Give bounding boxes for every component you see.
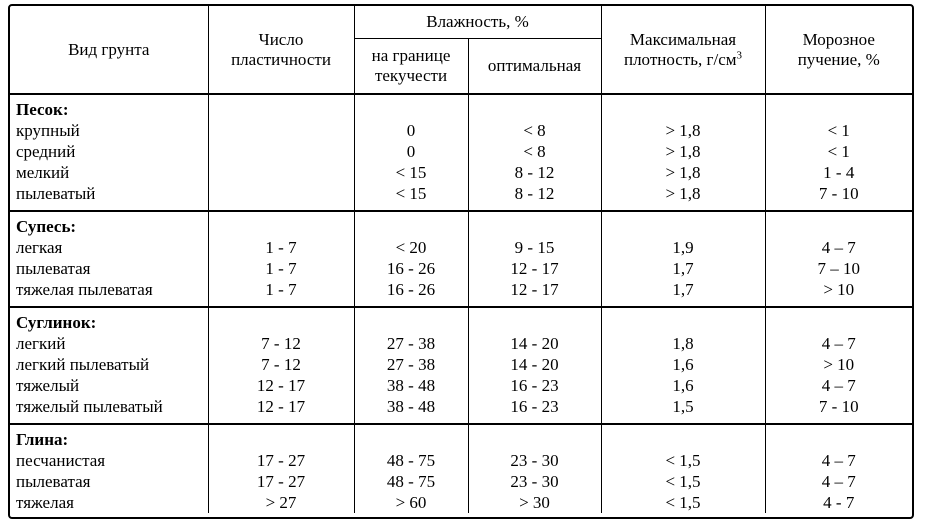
cell-liquid-limit: 48 - 75 — [354, 471, 468, 492]
table-row — [10, 354, 912, 375]
cell-liquid-limit: > 60 — [354, 492, 468, 513]
cell-plasticity: 12 - 17 — [208, 396, 354, 424]
cell-frost-heave: 4 – 7 — [765, 450, 912, 471]
cell-empty — [208, 307, 354, 333]
cell-name: пылеватая — [16, 259, 91, 278]
cell-name: тяжелая пылеватая — [10, 279, 208, 307]
table-row — [10, 471, 912, 492]
header-frost-heave: Морозное пучение, % — [765, 6, 912, 94]
cell-optimal: 8 - 12 — [468, 183, 601, 211]
cell-plasticity: 7 - 12 — [208, 333, 354, 354]
group-title: Суглинок: — [16, 313, 97, 332]
soil-properties-table — [10, 6, 912, 513]
cell-liquid-limit: 38 - 48 — [354, 396, 468, 424]
table-row — [10, 279, 912, 307]
cell-empty — [468, 307, 601, 333]
header-plasticity: Число пластичности — [208, 6, 354, 94]
cell-max-density: > 1,8 — [601, 141, 765, 162]
cell-empty — [208, 211, 354, 237]
header-liquid-limit: на границе текучести — [354, 38, 468, 94]
cell-frost-heave: 4 – 7 — [765, 471, 912, 492]
table-row — [10, 183, 912, 211]
cell-empty — [601, 211, 765, 237]
cell-optimal: < 8 — [468, 120, 601, 141]
table-row — [10, 492, 912, 513]
cell-frost-heave: 4 – 7 — [765, 237, 912, 258]
cell-liquid-limit: 27 - 38 — [354, 354, 468, 375]
cell-liquid-limit: 0 — [354, 120, 468, 141]
cell-max-density: < 1,5 — [601, 450, 765, 471]
cell-liquid-limit: 38 - 48 — [354, 375, 468, 396]
group-row — [10, 307, 912, 333]
cell-name: пылеватый — [10, 183, 208, 211]
cell-name: мелкий — [16, 163, 70, 182]
cell-empty — [765, 94, 912, 120]
cell-empty — [354, 211, 468, 237]
cell-frost-heave: 4 - 7 — [765, 492, 912, 513]
cell-name: средний — [16, 142, 76, 161]
group-title: Супесь: — [16, 217, 77, 236]
cell-frost-heave: 7 - 10 — [765, 396, 912, 424]
cell-liquid-limit: 16 - 26 — [354, 279, 468, 307]
group-row — [10, 424, 912, 450]
cell-optimal: 9 - 15 — [468, 237, 601, 258]
table-row — [10, 450, 912, 471]
cell-empty — [468, 424, 601, 450]
cell-plasticity: 1 - 7 — [208, 279, 354, 307]
cell-frost-heave: > 10 — [765, 354, 912, 375]
table-row — [10, 333, 912, 354]
cell-optimal: 12 - 17 — [468, 258, 601, 279]
cell-frost-heave: 4 – 7 — [765, 375, 912, 396]
cell-name: песчанистая — [16, 451, 106, 470]
group-row — [10, 211, 912, 237]
table-row — [10, 258, 912, 279]
cell-name: пылеватая — [16, 472, 91, 491]
cell-liquid-limit: 48 - 75 — [354, 450, 468, 471]
cell-empty — [354, 94, 468, 120]
cell-optimal: 8 - 12 — [468, 162, 601, 183]
table-row — [10, 396, 912, 424]
cell-max-density: 1,6 — [601, 354, 765, 375]
cell-empty — [468, 211, 601, 237]
header-optimal: оптимальная — [468, 38, 601, 94]
cell-plasticity: 12 - 17 — [208, 375, 354, 396]
cell-name: тяжелый — [16, 376, 80, 395]
table-frame — [8, 4, 914, 519]
cell-max-density: 1,6 — [601, 375, 765, 396]
cell-frost-heave: 7 – 10 — [765, 258, 912, 279]
cell-optimal: 12 - 17 — [468, 279, 601, 307]
cell-optimal: 16 - 23 — [468, 375, 601, 396]
cell-name: тяжелая — [16, 493, 74, 512]
cell-max-density: > 1,8 — [601, 183, 765, 211]
cell-optimal: < 8 — [468, 141, 601, 162]
cell-name: крупный — [16, 121, 80, 140]
cell-plasticity: 1 - 7 — [208, 237, 354, 258]
cell-name: легкий пылеватый — [16, 355, 150, 374]
cell-frost-heave: < 1 — [765, 120, 912, 141]
cell-empty — [765, 307, 912, 333]
cell-plasticity: 17 - 27 — [208, 471, 354, 492]
table-row — [10, 237, 912, 258]
cell-optimal: 23 - 30 — [468, 450, 601, 471]
cell-optimal: 14 - 20 — [468, 354, 601, 375]
cell-liquid-limit: < 15 — [354, 183, 468, 211]
cell-plasticity — [208, 141, 354, 162]
cell-plasticity: > 27 — [208, 492, 354, 513]
cell-optimal: 16 - 23 — [468, 396, 601, 424]
cell-max-density: > 1,8 — [601, 120, 765, 141]
table-body — [10, 94, 912, 513]
header-soil-type: Вид грунта — [10, 6, 208, 94]
cell-liquid-limit: 0 — [354, 141, 468, 162]
cell-optimal: 23 - 30 — [468, 471, 601, 492]
group-title: Глина: — [16, 430, 69, 449]
cell-name: тяжелый пылеватый — [10, 396, 208, 424]
cell-frost-heave: 4 – 7 — [765, 333, 912, 354]
cell-empty — [208, 94, 354, 120]
cell-name: легкий — [16, 334, 66, 353]
cell-max-density: 1,9 — [601, 237, 765, 258]
cell-max-density: 1,8 — [601, 333, 765, 354]
table-row — [10, 120, 912, 141]
cell-frost-heave: 1 - 4 — [765, 162, 912, 183]
cell-empty — [354, 307, 468, 333]
cell-empty — [765, 424, 912, 450]
cell-empty — [601, 424, 765, 450]
cell-optimal: 14 - 20 — [468, 333, 601, 354]
cell-max-density: > 1,8 — [601, 162, 765, 183]
cell-frost-heave: > 10 — [765, 279, 912, 307]
cell-empty — [468, 94, 601, 120]
cell-name: легкая — [16, 238, 63, 257]
cell-liquid-limit: < 20 — [354, 237, 468, 258]
table-row — [10, 375, 912, 396]
group-row — [10, 94, 912, 120]
cell-frost-heave: 7 - 10 — [765, 183, 912, 211]
cell-optimal: > 30 — [468, 492, 601, 513]
cell-liquid-limit: 16 - 26 — [354, 258, 468, 279]
cell-plasticity — [208, 120, 354, 141]
cell-empty — [354, 424, 468, 450]
cell-empty — [601, 307, 765, 333]
cell-empty — [765, 211, 912, 237]
cell-frost-heave: < 1 — [765, 141, 912, 162]
group-title: Песок: — [16, 100, 69, 119]
cell-max-density: < 1,5 — [601, 471, 765, 492]
cell-empty — [208, 424, 354, 450]
cell-plasticity: 7 - 12 — [208, 354, 354, 375]
cell-liquid-limit: < 15 — [354, 162, 468, 183]
cell-empty — [601, 94, 765, 120]
cell-max-density: 1,7 — [601, 258, 765, 279]
cell-plasticity: 17 - 27 — [208, 450, 354, 471]
cell-max-density: 1,5 — [601, 396, 765, 424]
header-max-density: Максимальная плотность, $г/см^3$ — [601, 6, 765, 94]
cell-max-density: 1,7 — [601, 279, 765, 307]
cell-max-density: < 1,5 — [601, 492, 765, 513]
cell-plasticity — [208, 183, 354, 211]
cell-plasticity — [208, 162, 354, 183]
table-row — [10, 141, 912, 162]
cell-liquid-limit: 27 - 38 — [354, 333, 468, 354]
cell-plasticity: 1 - 7 — [208, 258, 354, 279]
header-humidity: Влажность, % — [354, 6, 601, 38]
table-row — [10, 162, 912, 183]
